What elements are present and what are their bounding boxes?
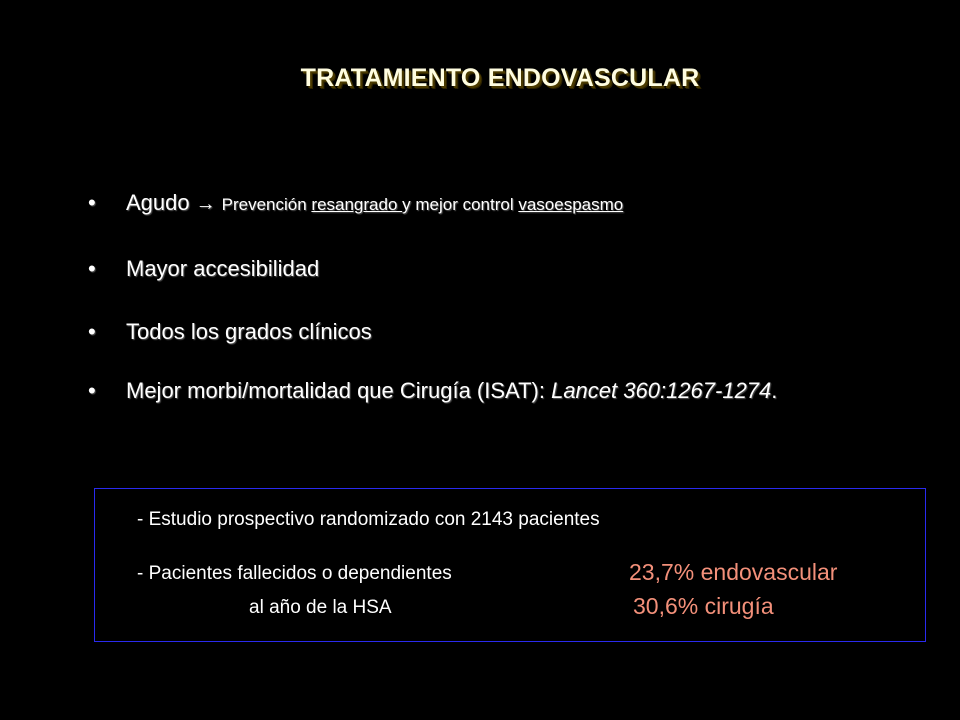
bullet-period: . [771, 378, 778, 403]
bullet-morbimortalidad [88, 378, 777, 404]
outcome-line-cont: al año de la HSA [249, 597, 392, 618]
bullet-marker: • [88, 319, 96, 344]
bullet-lead: Agudo [126, 190, 190, 215]
bullet-accesibilidad [88, 256, 319, 282]
bullet-marker: • [88, 190, 96, 215]
bullet-marker: • [88, 378, 96, 403]
study-line: - Estudio prospectivo randomizado con 2143 pacientes [137, 509, 600, 530]
slide-title [0, 64, 960, 93]
citation: Lancet 360:1267-1274 [551, 378, 772, 403]
arrow-right-icon: → [195, 193, 216, 215]
slide-title-text: TRATAMIENTO ENDOVASCULAR [300, 64, 700, 92]
bullet-text: Mejor morbi/mortalidad que Cirugía (ISAT): [126, 378, 552, 403]
bullet-grados [88, 319, 372, 345]
bullet-marker: • [88, 256, 96, 281]
underlined-term-resangrado: resangrado [311, 195, 403, 214]
bullet-text: y mejor control [402, 195, 519, 214]
outcome-line: - Pacientes fallecidos o dependientes [137, 563, 452, 584]
stat-cirugia: 30,6% cirugía [633, 593, 774, 619]
bullet-text: Prevención [221, 195, 312, 214]
isat-summary-box [94, 488, 926, 642]
stat-endovascular: 23,7% endovascular [629, 559, 838, 585]
underlined-term-vasoespasmo: vasoespasmo [518, 195, 624, 214]
bullet-text: Todos los grados clínicos [126, 319, 372, 344]
bullet-agudo [88, 190, 623, 216]
bullet-text: Mayor accesibilidad [126, 256, 320, 281]
